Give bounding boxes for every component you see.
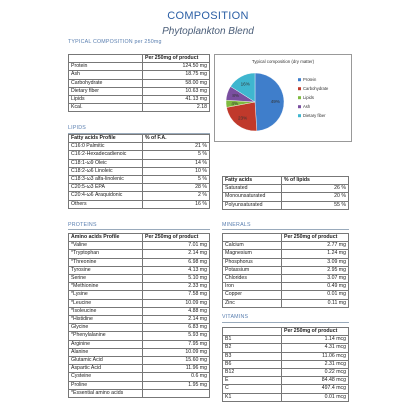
row-name: Dietary fiber	[69, 87, 143, 95]
row-name: Potassium	[223, 266, 282, 274]
table-row	[223, 336, 349, 344]
row-value: 4.13 mg	[143, 266, 210, 274]
row-name: *Methionine	[69, 283, 143, 291]
table-row	[69, 357, 210, 365]
row-name: C20:5-ω3 EPA	[69, 184, 143, 192]
minerals-table	[222, 233, 349, 308]
row-name: Zinc	[223, 299, 282, 307]
table-row	[69, 299, 210, 307]
row-name: C18:2-ω6 Linoleic	[69, 167, 143, 175]
row-value: 26 %	[282, 185, 349, 193]
row-name: *Threonine	[69, 258, 143, 266]
row-name: C20:4-ω6 Araquidonic	[69, 192, 143, 200]
table-row	[69, 348, 210, 356]
header-name-cell: Fatty acids	[223, 177, 282, 185]
table-row	[223, 258, 349, 266]
row-value: 2.31 mcg	[282, 360, 349, 368]
row-name: C18:3-ω3 alfa-linolenic	[69, 176, 143, 184]
table-row	[223, 250, 349, 258]
row-value: 11.06 mcg	[282, 352, 349, 360]
legend-label: Carbohydrate	[303, 86, 329, 91]
pie-data-label: 49%	[270, 98, 280, 104]
row-value: 41.13 mg	[143, 96, 210, 104]
row-value: 2.33 mg	[143, 283, 210, 291]
row-value: 1.24 mg	[282, 250, 349, 258]
row-name: Arginine	[69, 340, 143, 348]
table-header-row	[223, 328, 349, 336]
row-name: K1	[223, 393, 282, 401]
pie-data-label: 23%	[237, 115, 248, 121]
row-name: C16:0 Palmitic	[69, 143, 143, 151]
page-title: COMPOSITION	[167, 10, 249, 22]
row-name: *Tryptophan	[69, 250, 143, 258]
legend-swatch	[298, 96, 301, 99]
row-name: Alanine	[69, 348, 143, 356]
amino-acids-table	[68, 233, 210, 398]
header-name-cell: Fatty acids Profile	[69, 135, 143, 143]
row-name: C	[223, 385, 282, 393]
header-name-cell	[69, 55, 143, 63]
row-name: E	[223, 377, 282, 385]
row-value: 497.4 mcg	[282, 385, 349, 393]
row-name: *Leucine	[69, 299, 143, 307]
table-row	[69, 275, 210, 283]
table-row	[69, 266, 210, 274]
row-value: 6.98 mg	[143, 258, 210, 266]
table-row	[223, 185, 349, 193]
row-value: 5.10 mg	[143, 275, 210, 283]
row-value: 10 %	[143, 167, 210, 175]
row-name: *Histidine	[69, 316, 143, 324]
table-row	[69, 151, 210, 159]
row-name: Glutamic Acid	[69, 357, 143, 365]
table-row	[69, 192, 210, 200]
table-row	[69, 307, 210, 315]
row-name: Serine	[69, 275, 143, 283]
table-row	[223, 369, 349, 377]
pie-data-label: 16%	[240, 81, 250, 87]
table-header-row	[69, 55, 210, 63]
row-value: 16 %	[143, 200, 210, 208]
header-value-cell: Per 250mg of product	[282, 328, 349, 336]
row-value: 4.31 mcg	[282, 344, 349, 352]
row-value: 15.60 mg	[143, 357, 210, 365]
page-subtitle: Phytoplankton Blend	[162, 26, 254, 37]
row-value: 10.09 mg	[143, 299, 210, 307]
header-name-cell	[223, 234, 282, 242]
table-row	[223, 344, 349, 352]
row-name: B6	[223, 360, 282, 368]
table-row	[69, 316, 210, 324]
table-row	[69, 159, 210, 167]
legend-label: Ash	[303, 104, 311, 109]
row-name: *Lysine	[69, 291, 143, 299]
table-row	[69, 71, 210, 79]
pie-chart-box	[214, 54, 352, 142]
table-header-row	[69, 135, 210, 143]
row-value: 0.11 mg	[282, 299, 349, 307]
fatty-acids-profile-table	[68, 134, 210, 209]
table-row	[69, 258, 210, 266]
row-value: 21 %	[143, 143, 210, 151]
table-footnote-row	[69, 389, 210, 397]
table-header-row	[223, 234, 349, 242]
row-value: 84.48 mcg	[282, 377, 349, 385]
header-value-cell: % of lipids	[282, 177, 349, 185]
row-value: 0.01 mcg	[282, 393, 349, 401]
minerals-divider	[222, 229, 349, 230]
row-name: B1	[223, 336, 282, 344]
table-row	[69, 63, 210, 71]
header-name-cell	[223, 328, 282, 336]
row-name: Ash	[69, 71, 143, 79]
row-name: Iron	[223, 283, 282, 291]
row-value: 3.09 mg	[282, 258, 349, 266]
row-value: 18.75 mg	[143, 71, 210, 79]
row-name: C18:1-ω9 Oleic	[69, 159, 143, 167]
table-row	[223, 193, 349, 201]
table-row	[69, 184, 210, 192]
legend-swatch	[298, 87, 301, 90]
table-row	[69, 291, 210, 299]
table-row	[223, 393, 349, 401]
table-row	[69, 200, 210, 208]
legend-swatch	[298, 105, 301, 108]
row-value: 2.18	[143, 104, 210, 112]
row-value: 2 %	[143, 192, 210, 200]
table-row	[69, 242, 210, 250]
table-row	[69, 87, 210, 95]
row-name: B2	[223, 344, 282, 352]
minerals-section-title: MINERALS	[222, 222, 251, 228]
row-value: 55 %	[282, 201, 349, 209]
table-header-row	[223, 177, 349, 185]
pie-data-label: 4%	[231, 100, 239, 106]
row-name: Copper	[223, 291, 282, 299]
row-name: Monounsaturated	[223, 193, 282, 201]
table-row	[223, 352, 349, 360]
row-value: 10.09 mg	[143, 348, 210, 356]
pie-chart-title: Typical composition (dry matter)	[251, 59, 315, 64]
row-value: 0.22 mcg	[282, 369, 349, 377]
lipids-section-title: LIPIDS	[68, 125, 86, 131]
row-value: 28 %	[143, 184, 210, 192]
row-name: Calcium	[223, 242, 282, 250]
table-row	[69, 340, 210, 348]
table-row	[69, 332, 210, 340]
legend-label: Lipids	[303, 95, 314, 100]
header-value-cell: % of F.A.	[143, 135, 210, 143]
typical-table	[68, 54, 210, 112]
row-name: Tyrosine	[69, 266, 143, 274]
fatty-acids-table	[222, 176, 349, 210]
row-name: Glycine	[69, 324, 143, 332]
vitamins-section-title: VITAMINS	[222, 314, 249, 320]
row-name: Lipids	[69, 96, 143, 104]
row-name: Protein	[69, 63, 143, 71]
table-row	[69, 283, 210, 291]
row-name: B3	[223, 352, 282, 360]
row-value: 5 %	[143, 176, 210, 184]
table-row	[223, 385, 349, 393]
table-row	[69, 143, 210, 151]
table-row	[69, 104, 210, 112]
row-value: 14 %	[143, 159, 210, 167]
row-name: Phosphorus	[223, 258, 282, 266]
row-name: Cysteine	[69, 373, 143, 381]
proteins-divider	[68, 229, 210, 230]
table-row	[69, 324, 210, 332]
pie-chart	[215, 55, 351, 141]
row-name: B12	[223, 369, 282, 377]
table-row	[223, 377, 349, 385]
row-value: 58.00 mg	[143, 79, 210, 87]
header-value-cell: Per 250mg of product	[143, 234, 210, 242]
table-row	[69, 373, 210, 381]
legend-label: Protein	[303, 77, 317, 82]
row-value: 5.93 mg	[143, 332, 210, 340]
header-value-cell: Per 250mg of product	[282, 234, 349, 242]
row-name: Carbohydrate	[69, 79, 143, 87]
row-name: *Phenylalanine	[69, 332, 143, 340]
typical-section-title: TYPICAL COMPOSITION per 250mg	[68, 39, 162, 45]
row-name: *Isoleucine	[69, 307, 143, 315]
row-value: 11.96 mg	[143, 365, 210, 373]
row-value: 0.01 mg	[282, 291, 349, 299]
row-name: *Valine	[69, 242, 143, 250]
row-name: Others	[69, 200, 143, 208]
row-name: Chlorides	[223, 275, 282, 283]
row-value: 124.50 mg	[143, 63, 210, 71]
table-row	[223, 242, 349, 250]
row-value: 2.95 mg	[282, 266, 349, 274]
vitamins-table	[222, 327, 349, 402]
table-row	[223, 360, 349, 368]
row-value: 3.07 mg	[282, 275, 349, 283]
table-row	[223, 266, 349, 274]
legend-swatch	[298, 114, 301, 117]
row-name: Saturated	[223, 185, 282, 193]
essential-footnote: *Essential amino acids	[69, 389, 143, 397]
table-row	[223, 275, 349, 283]
proteins-section-title: PROTEINS	[68, 222, 97, 228]
table-row	[223, 291, 349, 299]
row-value: 6.83 mg	[143, 324, 210, 332]
table-row	[69, 167, 210, 175]
row-value: 7.58 mg	[143, 291, 210, 299]
table-row	[69, 96, 210, 104]
row-name: Aspartic Acid	[69, 365, 143, 373]
row-value: 1.14 mcg	[282, 336, 349, 344]
row-name: Polyunsaturated	[223, 201, 282, 209]
row-value: 20 %	[282, 193, 349, 201]
row-value: 1.95 mg	[143, 381, 210, 389]
row-value: 0.6 mg	[143, 373, 210, 381]
row-value: 2.14 mg	[143, 316, 210, 324]
row-value: 2.14 mg	[143, 250, 210, 258]
table-row	[69, 79, 210, 87]
row-name: Magnesium	[223, 250, 282, 258]
row-name: C16:2-Hexadecadienoic	[69, 151, 143, 159]
table-row	[69, 365, 210, 373]
footnote-empty-cell	[143, 389, 210, 397]
row-value: 2.77 mg	[282, 242, 349, 250]
header-value-cell: Per 250mg of product	[143, 55, 210, 63]
row-value: 0.49 mg	[282, 283, 349, 291]
row-value: 10.63 mg	[143, 87, 210, 95]
table-row	[69, 250, 210, 258]
legend-swatch	[298, 78, 301, 81]
row-value: 7.95 mg	[143, 340, 210, 348]
row-name: Proline	[69, 381, 143, 389]
header-name-cell: Amino acids Profile	[69, 234, 143, 242]
table-row	[69, 381, 210, 389]
row-value: 4.88 mg	[143, 307, 210, 315]
legend-label: Dietary fiber	[303, 113, 326, 118]
table-row	[223, 299, 349, 307]
row-value: 7.01 mg	[143, 242, 210, 250]
pie-data-label: 8%	[232, 93, 240, 99]
row-value: 5 %	[143, 151, 210, 159]
table-header-row	[69, 234, 210, 242]
row-name: Kcal.	[69, 104, 143, 112]
table-row	[69, 176, 210, 184]
table-row	[223, 201, 349, 209]
table-row	[223, 283, 349, 291]
vitamins-divider	[222, 322, 349, 323]
